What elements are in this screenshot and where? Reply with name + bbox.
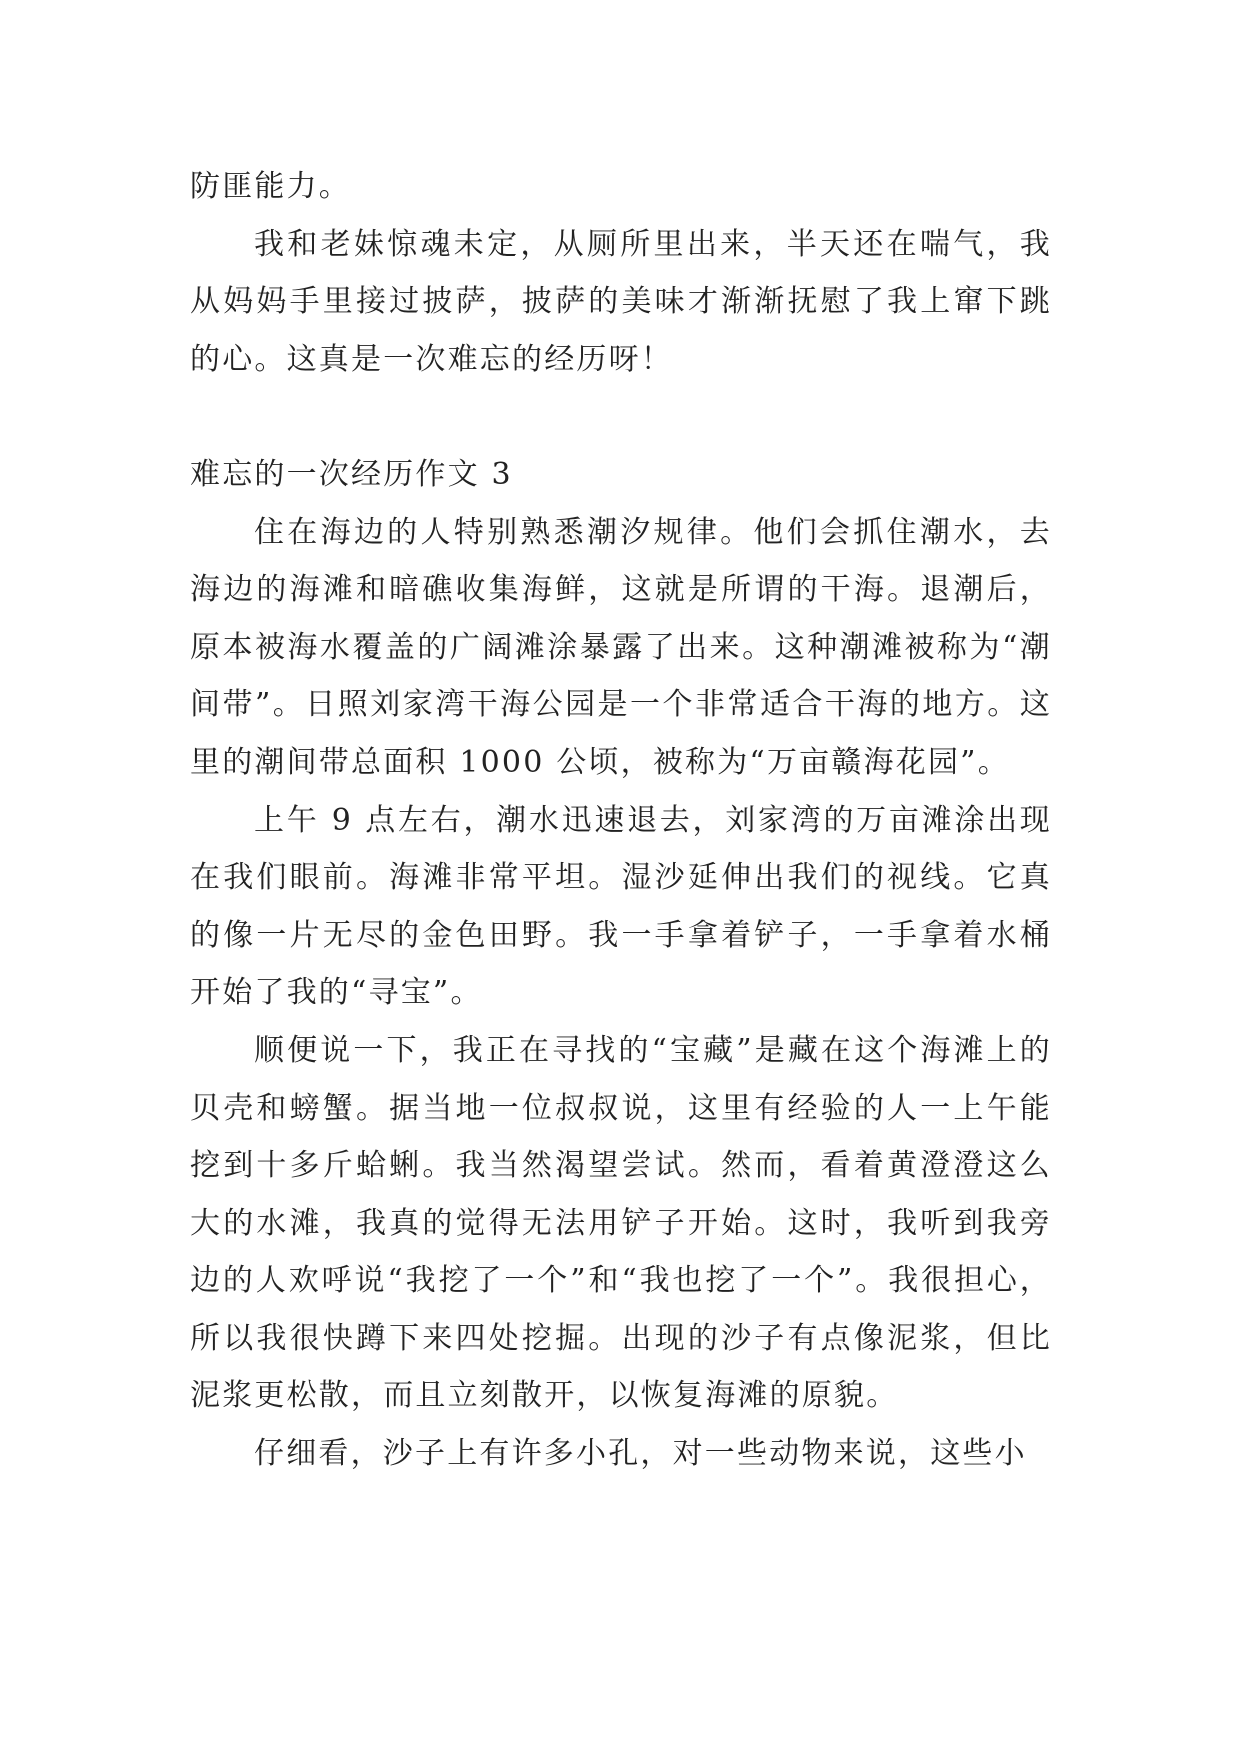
paragraph: 上午 9 点左右，潮水迅速退去，刘家湾的万亩滩涂出现在我们眼前。海滩非常平坦。湿沙延伸出我们的视线。它真的像一片无尽的金色田野。我一手拿着铲子，一手拿着水桶开始了我的“寻宝”。 (190, 802, 1052, 1011)
paragraph: 仔细看，沙子上有许多小孔，对一些动物来说，这些小 (254, 1436, 1027, 1472)
paragraph: 顺便说一下，我正在寻找的“宝藏”是藏在这个海滩上的贝壳和螃蟹。据当地一位叔叔说，这里有经验的人一上午能挖到十多斤蛤蜊。我当然渴望尝试。然而，看着黄澄澄这么大的水滩，我真的觉得无法用铲子开始。这时，我听到我旁边的人欢呼说“我挖了一个”和“我也挖了一个”。我很担心，所以我很快蹲下来四处挖掘。出现的沙子有点像泥浆，但比泥浆更松散，而且立刻散开，以恢复海滩的原貌。 (190, 1032, 1052, 1414)
continued-paragraph: 防匪能力。 (190, 169, 351, 204)
paragraph: 住在海边的人特别熟悉潮汐规律。他们会抓住潮水，去海边的海滩和暗礁收集海鲜，这就是所谓的干海。退潮后，原本被海水覆盖的广阔滩涂暴露了出来。这种潮滩被称为“潮间带”。日照刘家湾干海公园是一个非常适合干海的地方。这里的潮间带总面积 1000 公顷，被称为“万亩赣海花园”。 (190, 514, 1052, 780)
paragraph: 我和老妹惊魂未定，从厕所里出来，半天还在喘气，我从妈妈手里接过披萨，披萨的美味才渐渐抚慰了我上窜下跳的心。这真是一次难忘的经历呀！ (190, 226, 1052, 377)
section-title: 难忘的一次经历作文 3 (190, 456, 513, 492)
document-body (190, 158, 1052, 1483)
